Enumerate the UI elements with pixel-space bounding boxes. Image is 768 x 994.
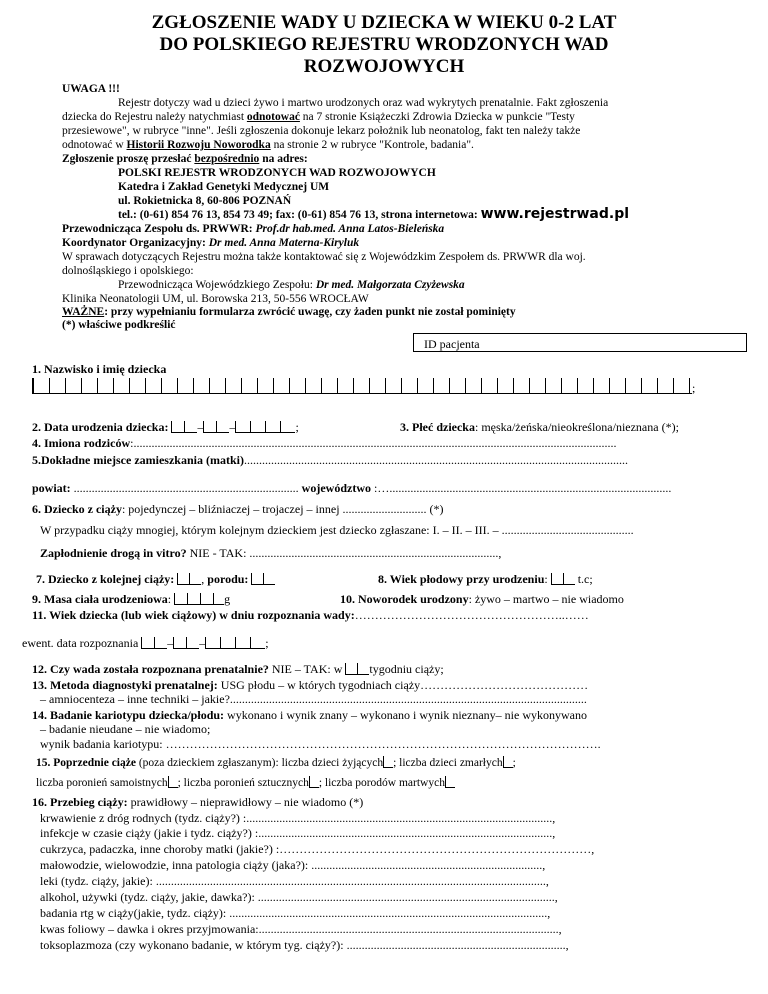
karyotype-result-line[interactable]: wynik badania kariotypu: ………………………………………………………………………………………………. <box>40 737 601 751</box>
field-13-line-2[interactable]: – amniocenteza – inne techniki – jakie?....................................................................................................................... <box>40 692 587 706</box>
diagnosis-date-row: ewent. data rozpoznania – – ; <box>22 636 269 650</box>
prenatal-week-input[interactable] <box>345 663 369 675</box>
powiat-voivodeship-row[interactable]: powiat: ........................................................................... województwo :….............................................................................................. <box>32 481 672 495</box>
clinic-line: Klinika Neonatologii UM, ul. Borowska 213, 50-556 WROCŁAW <box>62 293 369 305</box>
field-13-method[interactable]: 13. Metoda diagnostyki prenatalnej: USG płodu – w których tygodniach ciąży…………………………………… <box>32 678 589 692</box>
address-line-1: POLSKI REJESTR WRODZONYCH WAD ROZWOJOWYCH <box>118 167 436 179</box>
field-10-born: 10. Noworodek urodzony: żywo – martwo – nie wiadomo <box>340 592 624 606</box>
diag-day-input[interactable] <box>141 637 167 649</box>
birth-weight-input[interactable] <box>174 593 224 605</box>
field-1-label: 1. Nazwisko i imię dziecka <box>32 362 167 376</box>
website-link[interactable]: www.rejestrwad.pl <box>480 206 630 222</box>
patient-id-label: ID pacjenta <box>424 337 480 351</box>
coordinator-line: Koordynator Organizacyjny: Dr med. Anna Materna-Kiryluk <box>62 237 360 249</box>
field-5-residence[interactable]: 5.Dokładne miejsce zamieszkania (matki)................................................................................................................................ <box>32 453 628 467</box>
living-children-input[interactable] <box>383 756 393 768</box>
pregnancy-detail-item[interactable]: badania rtg w ciąży(jakie, tydz. ciąży): .........................................................................................................., <box>40 906 551 920</box>
pregnancy-detail-item[interactable]: krwawienie z dróg rodnych (tydz. ciąży?) :......................................................................................................, <box>40 811 556 825</box>
field-11-age-at-diagnosis[interactable]: 11. Wiek dziecka (lub wiek ciążowy) w dniu rozpoznania wady:……………………………………………..…… <box>32 608 589 622</box>
important-note: WAŻNE: przy wypełnianiu formularza zwrócić uwagę, czy żaden punkt nie został pominięty <box>62 306 516 318</box>
underline-note: (*) właściwe podkreślić <box>62 319 176 331</box>
spontaneous-miscarriages-input[interactable] <box>168 776 178 788</box>
field-2-row: 2. Data urodzenia dziecka: – – ; <box>32 420 299 434</box>
patient-id-box[interactable] <box>413 333 747 352</box>
field-3-sex: 3. Płeć dziecka: męska/żeńska/nieokreślona/nieznana (*); <box>400 420 679 434</box>
ivf-line[interactable]: Zapłodnienie drogą in vitro? NIE - TAK: ..................................................................................., <box>40 546 502 560</box>
form-title-line2: DO POLSKIEGO REJESTRU WRODZONYCH WAD <box>159 34 609 55</box>
notice-line-3: przesiewowe", w rubryce "inne". Jeśli zgłoszenia dokonuje lekarz położnik lub neonatolog, fakt ten należy także <box>62 125 581 137</box>
address-line-2: Katedra i Zakład Genetyki Medycznej UM <box>118 181 330 193</box>
pregnancy-detail-item[interactable]: kwas foliowy – dawka i okres przyjmowania:...................................................................................................., <box>40 922 562 936</box>
field-12-prenatal: 12. Czy wada została rozpoznana prenatalnie? NIE – TAK: w tygodniu ciąży; <box>32 662 444 676</box>
chair-line: Przewodnicząca Zespołu ds. PRWWR: Prof.dr hab.med. Anna Latos-Bieleńska <box>62 223 445 235</box>
diag-month-input[interactable] <box>173 637 199 649</box>
regional-line-1: W sprawach dotyczących Rejestru można także kontaktować się z Wojewódzkim Zespołem ds. PRWWR dla woj. <box>62 251 586 263</box>
field-15-line-2: liczba poronień samoistnych ; liczba poronień sztucznych ; liczba porodów martwych <box>36 776 455 790</box>
pregnancy-detail-item[interactable]: cukrzyca, padaczka, inne choroby matki (jakie?) :……………………………………………………………………, <box>40 842 595 856</box>
birth-number-input[interactable] <box>251 573 275 585</box>
notice-heading: UWAGA !!! <box>62 83 120 95</box>
deceased-children-input[interactable] <box>503 756 513 768</box>
gest-age-input[interactable] <box>551 573 575 585</box>
induced-abortions-input[interactable] <box>309 776 319 788</box>
form-title-line3: ROZWOJOWYCH <box>303 56 465 77</box>
address-line-3: ul. Rokietnicka 8, 60-806 POZNAŃ <box>118 195 292 207</box>
notice-line-2: dziecka do Rejestru należy natychmiast odnotować na 7 stronie Książeczki Zdrowia Dziecka w punkcie "Testy <box>62 111 575 123</box>
field-9-weight: 9. Masa ciała urodzeniowa: g <box>32 592 231 606</box>
address-contact: tel.: (0-61) 854 76 13, 854 73 49; fax: (0-61) 854 76 13, strona internetowa: www.rejestrwad.pl <box>118 206 630 222</box>
regional-line-2: dolnośląskiego i opolskiego: <box>62 265 194 277</box>
field-7-order: 7. Dziecko z kolejnej ciąży: , porodu: <box>36 572 275 586</box>
pregnancy-detail-item[interactable]: infekcje w czasie ciąży (jakie i tydz. ciąży?) :.................................................................................................., <box>40 826 556 840</box>
field-14-line-2: – badanie nieudane – nie wiadomo; <box>40 722 211 736</box>
multiple-pregnancy-line[interactable]: W przypadku ciąży mnogiej, którym kolejnym dzieckiem jest dziecko zgłaszane: I. – II. – III. – ............................................ <box>40 523 634 537</box>
form-title-line1: ZGŁOSZENIE WADY U DZIECKA W WIEKU 0-2 LAT <box>151 12 617 33</box>
field-14-karyotype: 14. Badanie kariotypu dziecka/płodu: wykonano i wynik znany – wykonano i wynik nieznany– nie wykonywano <box>32 708 587 722</box>
field-16-course: 16. Przebieg ciąży: prawidłowy – nieprawidłowy – nie wiadomo (*) <box>32 795 364 809</box>
notice-line-1: Rejestr dotyczy wad u dzieci żywo i martwo urodzonych oraz wad wykrytych prenatalnie. Fakt zgłoszenia <box>118 97 609 109</box>
field-4-parents[interactable]: 4. Imiona rodziców:................................................................................................................................................................. <box>32 436 617 450</box>
pregnancy-detail-item[interactable]: leki (tydz. ciąży, jakie): .................................................................................................................................., <box>40 874 549 888</box>
pregnancy-number-input[interactable] <box>177 573 201 585</box>
name-input[interactable]: ; <box>32 378 695 397</box>
diag-year-input[interactable] <box>205 637 265 649</box>
pregnancy-detail-item[interactable]: małowodzie, wielowodzie, inna patologia ciąży (jaka?): ............................................................................., <box>40 858 546 872</box>
notice-line-4: odnotować w Historii Rozwoju Noworodka na stronie 2 w rubryce "Kontrole, badania". <box>62 139 474 151</box>
field-6-pregnancy: 6. Dziecko z ciąży: pojedynczej – bliźniaczej – trojaczej – innej ............................ (*) <box>32 502 444 516</box>
birth-year-input[interactable] <box>235 421 295 433</box>
pregnancy-detail-item[interactable]: alkohol, używki (tydz. ciąży, jakie, dawka?): ..................................................................................................., <box>40 890 558 904</box>
birth-month-input[interactable] <box>203 421 229 433</box>
birth-day-input[interactable] <box>171 421 197 433</box>
stillbirths-input[interactable] <box>445 776 455 788</box>
send-instruction: Zgłoszenie proszę przesłać bezpośrednio na adres: <box>62 153 308 165</box>
field-8-gest-age: 8. Wiek płodowy przy urodzeniu: t.c; <box>378 572 593 586</box>
regional-chair-line: Przewodnicząca Wojewódzkiego Zespołu: Dr med. Małgorzata Czyżewska <box>118 279 465 291</box>
pregnancy-detail-item[interactable]: toksoplazmoza (czy wykonano badanie, w którym tyg. ciąży?): ........................................................................., <box>40 938 569 952</box>
field-15-prev-pregnancies: 15. Poprzednie ciąże (poza dzieckiem zgłaszanym): liczba dzieci żyjących ; liczba dzieci zmarłych ; <box>36 757 516 769</box>
